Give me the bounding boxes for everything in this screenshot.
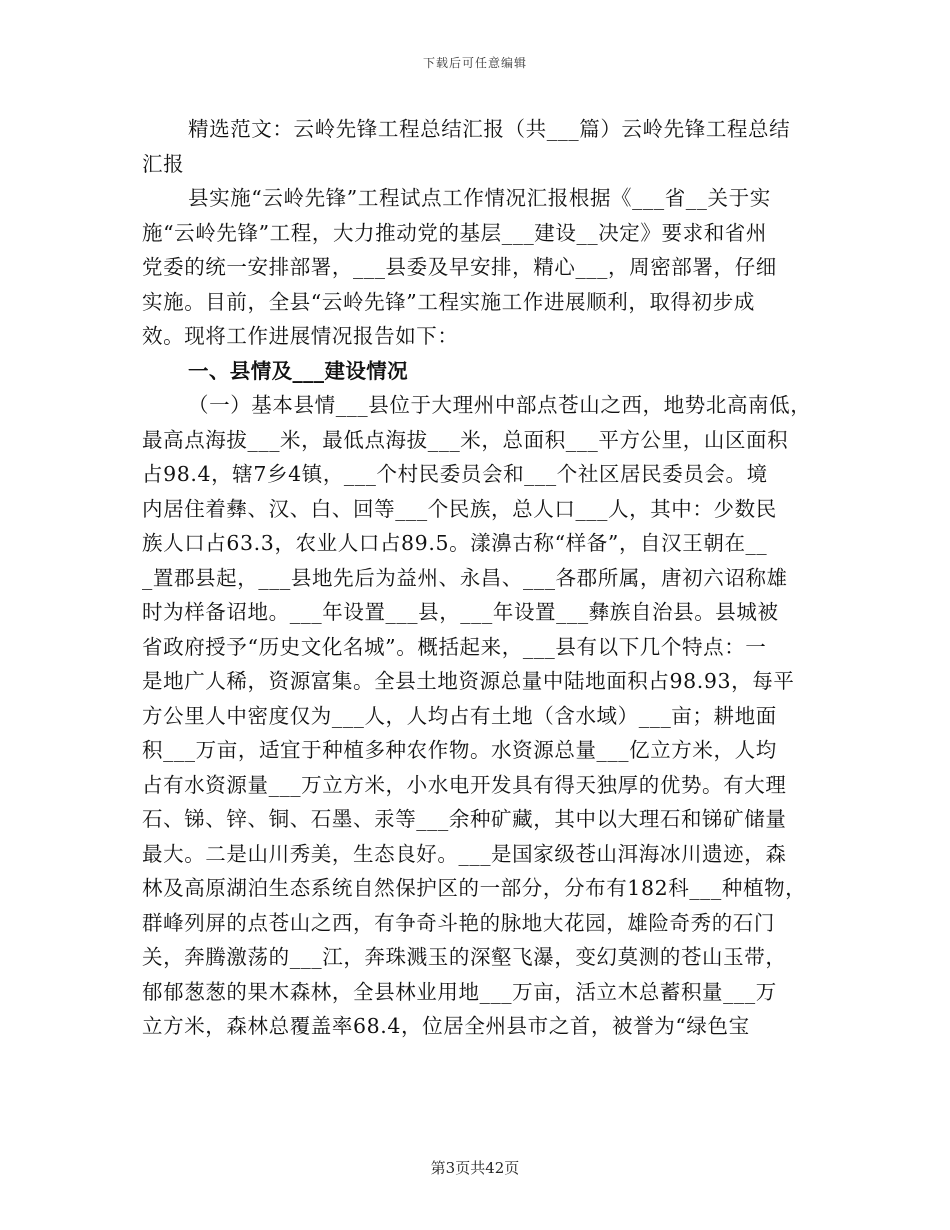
paragraph-line: 占98.4，辖7乡4镇，___个村民委员会和___个社区居民委员会。境 <box>142 462 768 486</box>
section-heading: 一、县情及___建设情况 <box>188 358 409 383</box>
paragraph-line: 林及高原湖泊生态系统自然保护区的一部分，分布有182科___种植物， <box>142 876 807 900</box>
title-line: 精选范文：云岭先锋工程总结汇报（共___篇）云岭先锋工程总结 <box>188 117 791 141</box>
paragraph-line: 石、锑、锌、铜、石墨、汞等___余种矿藏，其中以大理石和锑矿储量 <box>142 807 787 831</box>
paragraph-line: 实施。目前，全县“云岭先锋”工程实施工作进展顺利，取得初步成 <box>142 289 755 314</box>
paragraph-line: 施“云岭先锋”工程，大力推动党的基层___建设__决定》要求和省州 <box>142 220 768 245</box>
paragraph-line: 县实施“云岭先锋”工程试点工作情况汇报根据《___省__关于实 <box>188 186 771 210</box>
page-number: 第3页共42页 <box>430 1159 520 1177</box>
paragraph-line: 积___万亩，适宜于种植多种农作物。水资源总量___亿立方米，人均 <box>142 738 777 762</box>
paragraph-line: 群峰列屏的点苍山之西，有争奇斗艳的脉地大花园，雄险奇秀的石门 <box>142 910 775 935</box>
paragraph-line: 最高点海拔___米，最低点海拔___米，总面积___平方公里，山区面积 <box>142 427 789 452</box>
paragraph-line: 省政府授予“历史文化名城”。概括起来，___县有以下几个特点：一 <box>142 634 767 659</box>
paragraph-line: （一）基本县情___县位于大理州中部点苍山之西，地势北高南低， <box>188 393 812 417</box>
paragraph-line: 郁郁葱葱的果木森林，全县林业用地___万亩，活立木总蓄积量___万 <box>142 979 777 1004</box>
paragraph-line: 立方米，森林总覆盖率68.4，位居全州县市之首，被誉为“绿色宝 <box>142 1014 750 1038</box>
paragraph-line: 效。现将工作进展情况报告如下： <box>142 324 459 348</box>
paragraph-line: 最大。二是山川秀美，生态良好。___是国家级苍山洱海冰川遗迹，森 <box>142 841 787 866</box>
paragraph-line: 是地广人稀，资源富集。全县土地资源总量中陆地面积占98.93，每平 <box>142 669 795 693</box>
paragraph-line: _置郡县起，___县地先后为益州、永昌、___各郡所属，唐初六诏称雄 <box>142 565 788 590</box>
paragraph-line: 方公里人中密度仅为___人，人均占有土地（含水域）___亩；耕地面 <box>142 703 777 728</box>
paragraph-line: 内居住着彝、汉、白、回等___个民族，总人口___人，其中：少数民 <box>142 496 777 521</box>
document-body <box>142 112 822 1044</box>
paragraph-line: 党委的统一安排部署，___县委及早安排，精心___，周密部署，仔细 <box>142 255 777 279</box>
paragraph-line: 时为样备诏地。___年设置___县，___年设置___彝族自治县。县城被 <box>142 600 779 624</box>
page-header: 下载后可任意编辑 <box>422 56 527 70</box>
paragraph-line: 关，奔腾激荡的___江，奔珠溅玉的深壑飞瀑，变幻莫测的苍山玉带， <box>142 945 787 969</box>
title-line-continued: 汇报 <box>142 151 185 176</box>
paragraph-line: 族人口占63.3，农业人口占89.5。漾濞古称“样备”，自汉王朝在__ <box>142 531 768 555</box>
paragraph-line: 占有水资源量___万立方米，小水电开发具有得天独厚的优势。有大理 <box>142 772 787 797</box>
